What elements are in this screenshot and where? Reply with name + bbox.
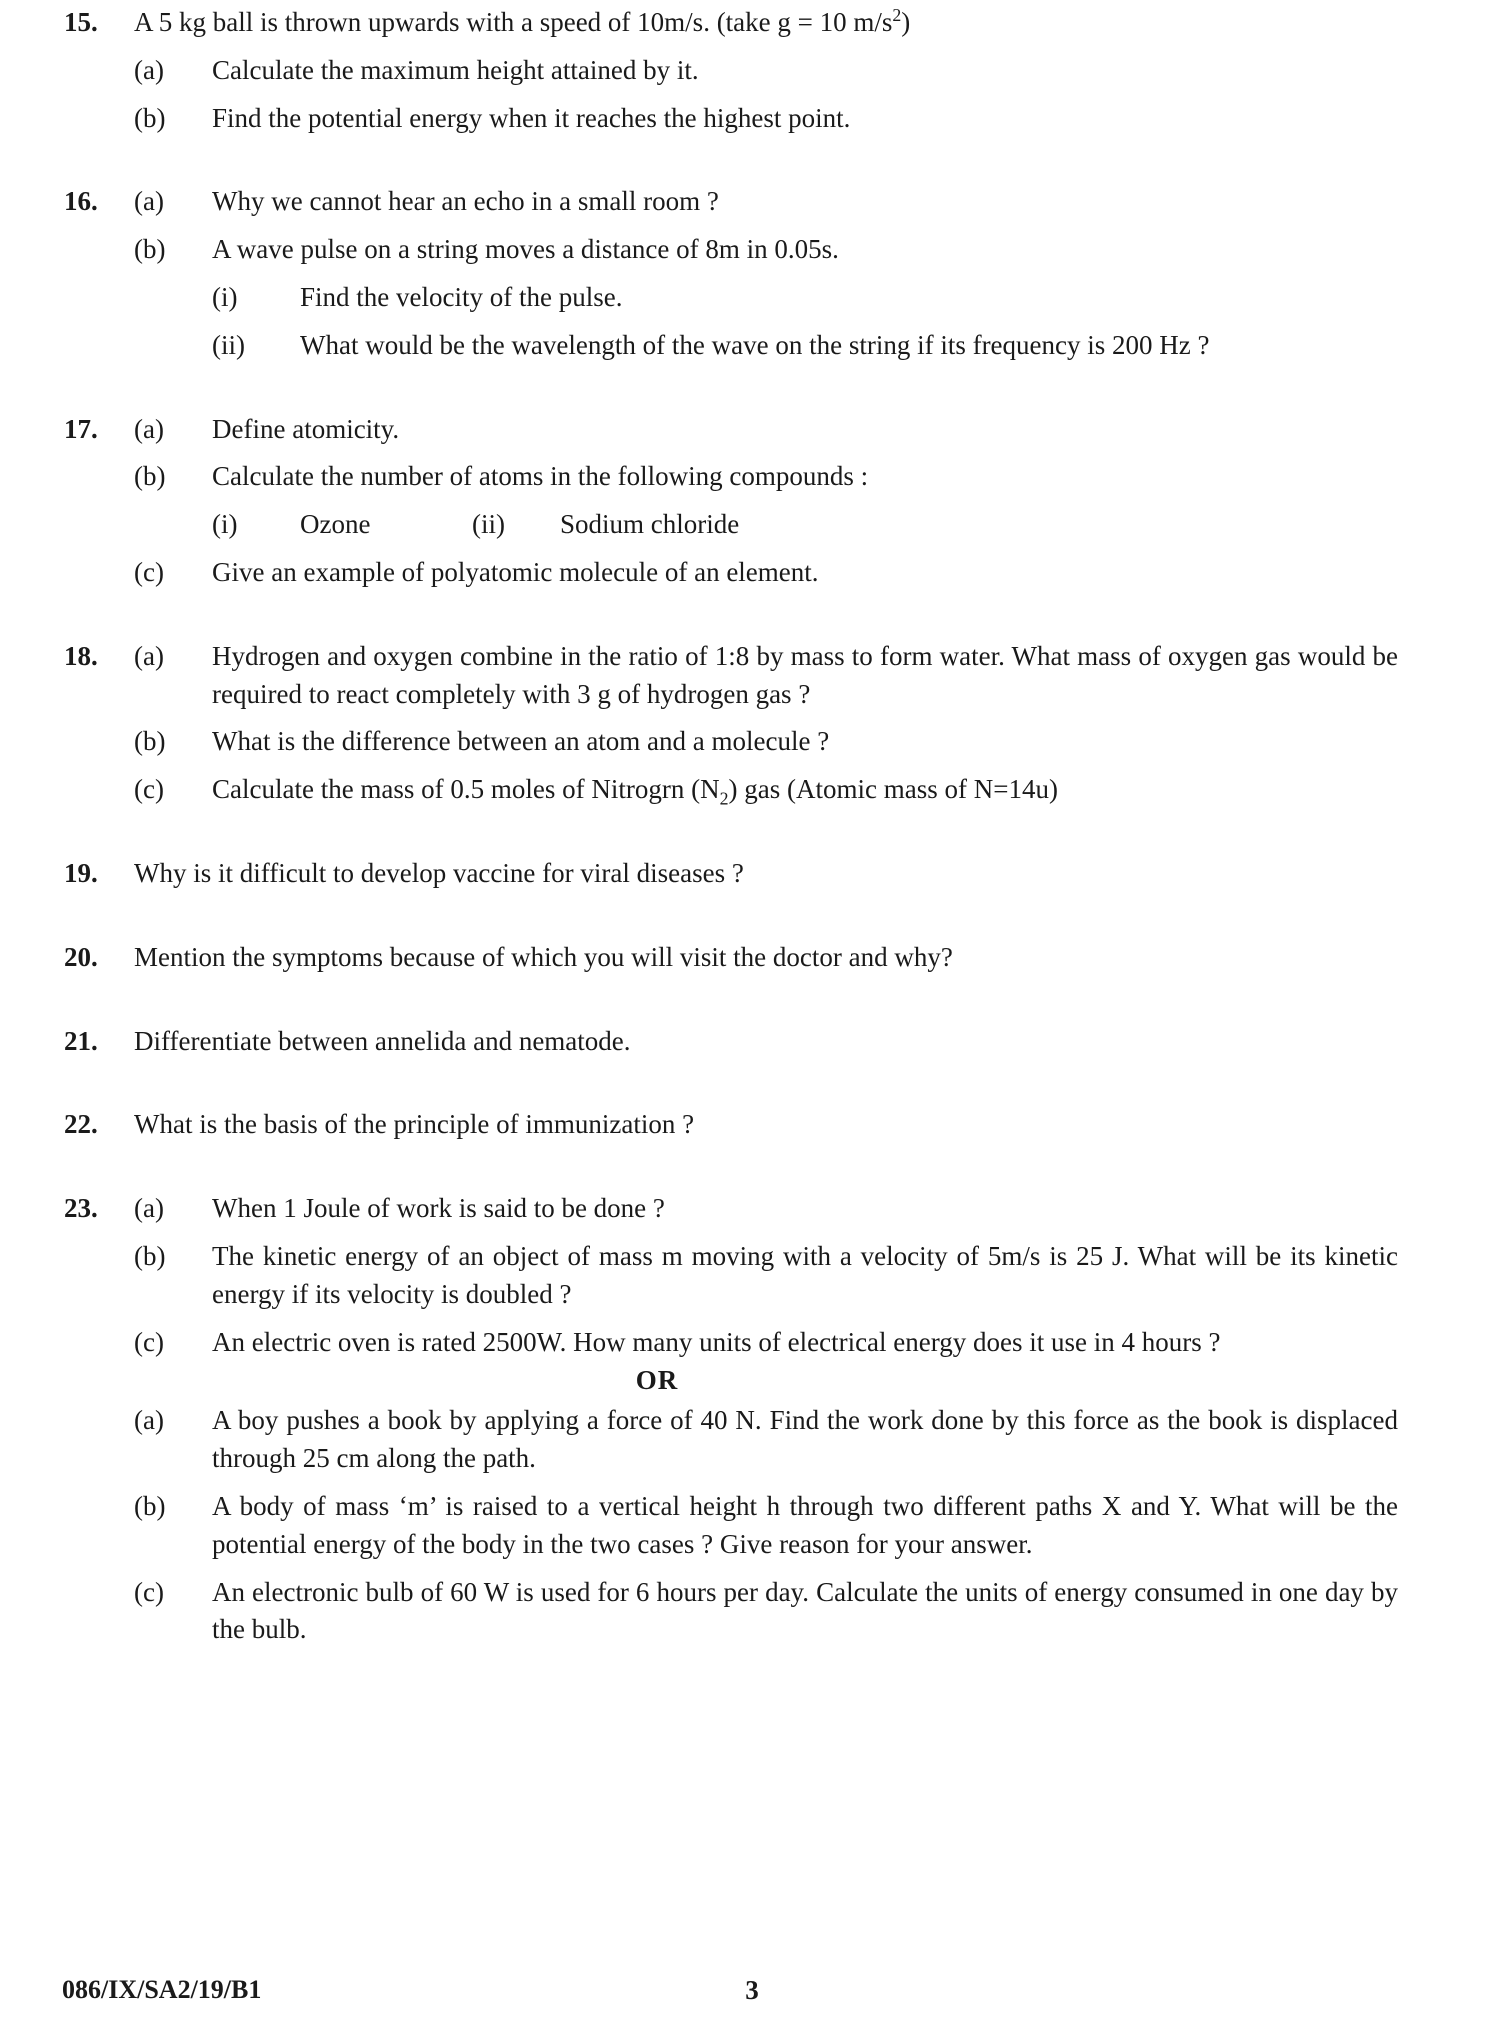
question-17-part-a-text: Define atomicity. bbox=[212, 413, 400, 444]
question-23-part-a-text: When 1 Joule of work is said to be done ? bbox=[212, 1193, 665, 1224]
question-16-subpart-ii-label: (ii) bbox=[212, 329, 245, 360]
question-20-stem-row bbox=[62, 939, 1402, 977]
question-15-stem-row bbox=[62, 4, 1402, 42]
question-16-part-b-text: A wave pulse on a string moves a distance of 8m in 0.05s. bbox=[212, 234, 839, 265]
question-23-or-divider: OR bbox=[635, 1365, 679, 1396]
question-15-stem-superscript: 2 bbox=[892, 5, 902, 25]
question-16-part-a-text: Why we cannot hear an echo in a small room ? bbox=[212, 186, 719, 217]
question-23-part-b-row bbox=[62, 1238, 1402, 1314]
question-15-part-a-text: Calculate the maximum height attained by it. bbox=[212, 54, 699, 85]
question-list bbox=[62, 4, 1402, 1649]
question-17 bbox=[62, 411, 1402, 592]
question-19-number: 19. bbox=[64, 857, 98, 888]
question-18-part-c-text-pre: Calculate the mass of 0.5 moles of Nitrogrn (N bbox=[212, 774, 720, 805]
question-23 bbox=[62, 1190, 1402, 1649]
question-19 bbox=[62, 855, 1402, 893]
question-15-stem-pre: A 5 kg ball is thrown upwards with a speed of 10m/s. (take g = 10 m/s bbox=[134, 7, 893, 37]
page-footer bbox=[62, 1970, 1442, 2010]
question-16-subpart-i-label: (i) bbox=[212, 281, 238, 312]
question-17-part-b-row bbox=[62, 458, 1402, 496]
question-23-or-part-c-row bbox=[62, 1574, 1402, 1650]
question-23-or-part-a-label: (a) bbox=[134, 1405, 164, 1436]
question-15-number: 15. bbox=[64, 7, 98, 37]
question-15-part-a-label: (a) bbox=[134, 54, 164, 85]
question-18-part-a-text: Hydrogen and oxygen combine in the ratio of 1:8 by mass to form water. What mass of oxygen gas would be required to react completely with 3 g of hydrogen gas ? bbox=[212, 640, 1398, 709]
question-15-stem bbox=[134, 4, 1402, 42]
question-23-or-part-a-row bbox=[62, 1402, 1402, 1478]
question-16-subpart-ii-row bbox=[62, 327, 1402, 365]
question-17-inline-subparts-row bbox=[62, 506, 1402, 544]
question-18-part-c-text bbox=[212, 771, 1402, 809]
question-17-part-c-text: Give an example of polyatomic molecule of an element. bbox=[212, 556, 819, 587]
question-18-part-c-row bbox=[62, 771, 1402, 809]
question-16-number: 16. bbox=[64, 186, 98, 217]
question-22 bbox=[62, 1106, 1402, 1144]
question-15-stem-post: ) bbox=[901, 7, 911, 37]
question-16-part-a-row bbox=[62, 183, 1402, 221]
question-15-part-a-row bbox=[62, 52, 1402, 90]
question-18-part-b-text: What is the difference between an atom and a molecule ? bbox=[212, 726, 830, 757]
question-16-part-a-label: (a) bbox=[134, 186, 164, 217]
question-16-subpart-i-text: Find the velocity of the pulse. bbox=[300, 281, 623, 312]
question-15 bbox=[62, 4, 1402, 137]
question-15-part-b-label: (b) bbox=[134, 102, 166, 133]
question-19-stem: Why is it difficult to develop vaccine for viral diseases ? bbox=[134, 857, 744, 888]
question-18-part-c-label: (c) bbox=[134, 774, 164, 805]
question-23-or-part-a-text: A boy pushes a book by applying a force of 40 N. Find the work done by this force as the book is displaced through 25 cm along the path. bbox=[212, 1405, 1398, 1474]
question-23-or-part-b-text: A body of mass ‘m’ is raised to a vertical height h through two different paths X and Y. What will be the potential energy of the body in the two cases ? Give reason for your answer. bbox=[212, 1490, 1398, 1559]
question-18-part-a-row bbox=[62, 638, 1402, 714]
question-23-part-b-label: (b) bbox=[134, 1240, 166, 1271]
paper-code: 086/IX/SA2/19/B1 bbox=[62, 1975, 262, 2004]
question-16-subpart-ii-text: What would be the wavelength of the wave on the string if its frequency is 200 Hz ? bbox=[300, 329, 1210, 360]
question-22-number: 22. bbox=[64, 1109, 98, 1140]
question-23-or-part-c-text: An electronic bulb of 60 W is used for 6 hours per day. Calculate the units of energy consumed in one day by the bulb. bbox=[212, 1576, 1398, 1645]
question-23-part-a-label: (a) bbox=[134, 1193, 164, 1224]
question-18-part-c-text-post: ) gas (Atomic mass of N=14u) bbox=[728, 774, 1058, 805]
page-number: 3 bbox=[745, 1974, 759, 2005]
question-17-part-a-row bbox=[62, 411, 1402, 449]
question-17-subpart-ii-text: Sodium chloride bbox=[560, 509, 740, 540]
question-23-part-c-text: An electric oven is rated 2500W. How many units of electrical energy does it use in 4 hours ? bbox=[212, 1326, 1221, 1357]
question-18 bbox=[62, 638, 1402, 809]
question-20-number: 20. bbox=[64, 941, 98, 972]
question-18-part-c-subscript: 2 bbox=[719, 788, 729, 809]
question-16-subpart-i-row bbox=[62, 279, 1402, 317]
question-23-part-b-text: The kinetic energy of an object of mass m moving with a velocity of 5m/s is 25 J. What will be its kinetic energy if its velocity is doubled ? bbox=[212, 1240, 1398, 1309]
question-21-number: 21. bbox=[64, 1025, 98, 1056]
question-17-subpart-i-text: Ozone bbox=[300, 509, 371, 540]
question-23-part-c-row bbox=[62, 1324, 1402, 1362]
question-22-stem-row bbox=[62, 1106, 1402, 1144]
question-23-or-part-b-label: (b) bbox=[134, 1490, 166, 1521]
question-17-part-c-row bbox=[62, 554, 1402, 592]
question-21-stem: Differentiate between annelida and nematode. bbox=[134, 1025, 631, 1056]
question-18-number: 18. bbox=[64, 640, 98, 671]
question-17-part-b-text: Calculate the number of atoms in the following compounds : bbox=[212, 461, 869, 492]
question-20-stem: Mention the symptoms because of which you will visit the doctor and why? bbox=[134, 941, 953, 972]
question-18-part-b-label: (b) bbox=[134, 726, 166, 757]
question-16 bbox=[62, 183, 1402, 364]
question-18-part-b-row bbox=[62, 723, 1402, 761]
question-15-part-b-row bbox=[62, 100, 1402, 138]
question-17-part-b-label: (b) bbox=[134, 461, 166, 492]
question-17-inline-subparts bbox=[212, 506, 1402, 544]
question-17-subpart-ii-label: (ii) bbox=[472, 509, 505, 540]
question-23-number: 23. bbox=[64, 1193, 98, 1224]
question-19-stem-row bbox=[62, 855, 1402, 893]
question-21-stem-row bbox=[62, 1023, 1402, 1061]
question-23-or-part-c-label: (c) bbox=[134, 1576, 164, 1607]
question-23-or-part-b-row bbox=[62, 1488, 1402, 1564]
question-23-part-c-label: (c) bbox=[134, 1326, 164, 1357]
question-22-stem: What is the basis of the principle of immunization ? bbox=[134, 1109, 695, 1140]
question-16-part-b-label: (b) bbox=[134, 234, 166, 265]
question-17-part-c-label: (c) bbox=[134, 556, 164, 587]
question-17-number: 17. bbox=[64, 413, 98, 444]
question-23-part-a-row bbox=[62, 1190, 1402, 1228]
question-16-part-b-row bbox=[62, 231, 1402, 269]
question-21 bbox=[62, 1023, 1402, 1061]
question-18-part-a-label: (a) bbox=[134, 640, 164, 671]
question-17-subpart-i-label: (i) bbox=[212, 509, 238, 540]
question-20 bbox=[62, 939, 1402, 977]
question-15-part-b-text: Find the potential energy when it reaches the highest point. bbox=[212, 102, 851, 133]
question-17-part-a-label: (a) bbox=[134, 413, 164, 444]
